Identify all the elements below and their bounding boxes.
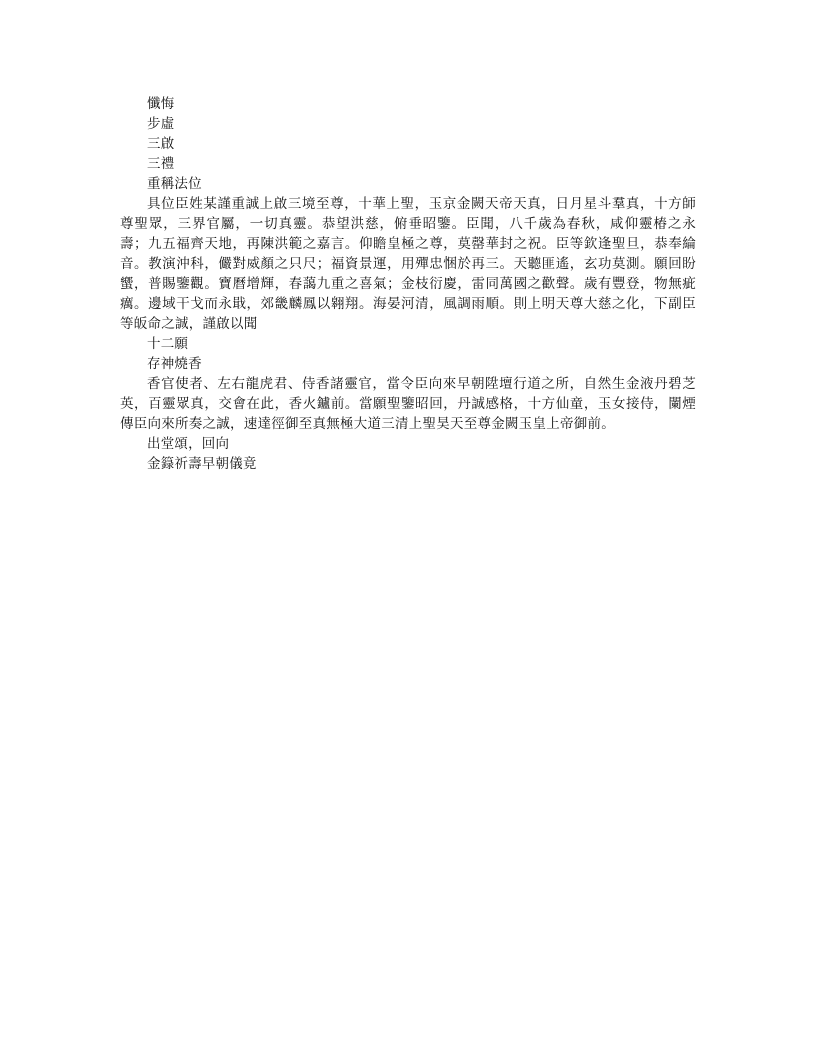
incense-paragraph: 香官使者、左右龍虎君、侍香諸靈官，當令臣向來早朝陞壇行道之所，自然生金液丹碧芝英，百靈眾真，交會在此，香火鑪前。當願聖鑒昭回，丹誠感格，十方仙童，玉女接侍，闌煙傳臣向來所奏之誠，速達徑御至真無極大道三清上聖昊天至尊金闕玉皇上帝御前。 bbox=[120, 376, 696, 432]
section-heading-three-invocations: 三啟 bbox=[147, 136, 175, 152]
section-heading-twelve-vows: 十二願 bbox=[147, 336, 189, 352]
section-heading-incense-offering: 存神燒香 bbox=[147, 356, 202, 372]
section-heading-restate-ritual-rank: 重稱法位 bbox=[147, 176, 202, 192]
document-page bbox=[120, 94, 696, 474]
section-heading-repentance: 懺悔 bbox=[147, 96, 175, 112]
section-heading-three-obeisances: 三禮 bbox=[147, 156, 175, 172]
document-end-line: 金籙祈壽早朝儀竟 bbox=[147, 456, 257, 472]
memorial-paragraph: 具位臣姓某謹重誠上啟三境至尊，十華上聖，玉京金闕天帝天真，日月星斗羣真，十方師尊聖眾，三界官屬，一切真靈。恭望洪慈，俯垂昭鑒。臣聞，八千歲為春秋，咸仰靈椿之永壽；九五福齊天地，再陳洪範之嘉言。仰瞻皇極之尊，莫罄華封之祝。臣等欽逢聖旦，恭奉綸音。教演沖科，儼對威顏之只尺；福資景運，用殫忠悃於再三。天聽匪遙，玄功莫測。願回盼蠁，普賜鑒觀。寶曆增輝，春藹九重之喜氣；金枝衍慶，雷同萬國之歡聲。歲有豐登，物無疵癘。邊域干戈而永戢，郊畿麟鳳以翱翔。海晏河清，風調雨順。則上明天尊大慈之化，下副臣等皈命之誠，謹啟以聞 bbox=[120, 196, 696, 332]
section-heading-exit-hymn: 出堂頌，回向 bbox=[147, 436, 230, 452]
section-heading-pacing-void: 步虛 bbox=[147, 116, 175, 132]
